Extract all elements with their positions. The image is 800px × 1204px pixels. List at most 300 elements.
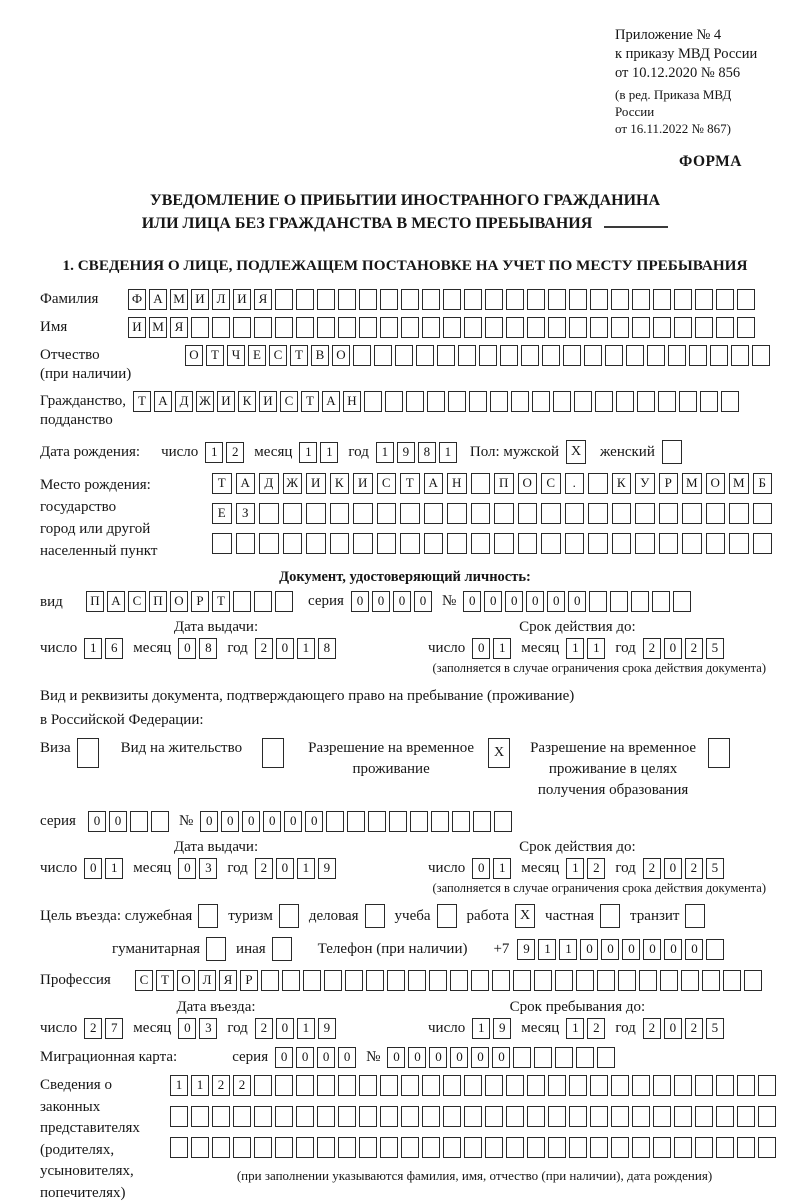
char-cell[interactable] bbox=[555, 1047, 573, 1068]
char-cell[interactable]: З bbox=[236, 503, 256, 524]
char-cell[interactable] bbox=[534, 1047, 552, 1068]
char-cell[interactable] bbox=[674, 317, 692, 338]
char-cell[interactable] bbox=[380, 289, 398, 310]
doc-type-cells[interactable] bbox=[86, 591, 296, 612]
char-cell[interactable]: В bbox=[311, 345, 329, 366]
char-cell[interactable]: 0 bbox=[372, 591, 390, 612]
char-cell[interactable] bbox=[659, 533, 679, 554]
char-cell[interactable] bbox=[422, 317, 440, 338]
char-cell[interactable] bbox=[548, 1106, 566, 1127]
char-cell[interactable] bbox=[632, 1075, 650, 1096]
char-cell[interactable]: С bbox=[280, 391, 298, 412]
char-cell[interactable]: 0 bbox=[471, 1047, 489, 1068]
char-cell[interactable] bbox=[306, 533, 326, 554]
char-cell[interactable]: Е bbox=[212, 503, 232, 524]
char-cell[interactable] bbox=[317, 1075, 335, 1096]
char-cell[interactable] bbox=[639, 970, 657, 991]
char-cell[interactable]: 1 bbox=[566, 638, 584, 659]
char-cell[interactable]: У bbox=[635, 473, 655, 494]
char-cell[interactable] bbox=[494, 811, 512, 832]
char-cell[interactable] bbox=[170, 1106, 188, 1127]
char-cell[interactable]: 0 bbox=[393, 591, 411, 612]
char-cell[interactable]: 1 bbox=[297, 1018, 315, 1039]
char-cell[interactable] bbox=[532, 391, 550, 412]
doc-issue-day-cells[interactable] bbox=[84, 638, 126, 659]
char-cell[interactable] bbox=[706, 533, 726, 554]
doc-valid-day-cells[interactable] bbox=[472, 638, 514, 659]
char-cell[interactable]: Т bbox=[400, 473, 420, 494]
char-cell[interactable]: Н bbox=[343, 391, 361, 412]
char-cell[interactable]: 2 bbox=[643, 638, 661, 659]
char-cell[interactable] bbox=[674, 289, 692, 310]
char-cell[interactable] bbox=[469, 391, 487, 412]
char-cell[interactable]: Б bbox=[753, 473, 773, 494]
char-cell[interactable] bbox=[674, 1106, 692, 1127]
char-cell[interactable] bbox=[737, 317, 755, 338]
char-cell[interactable] bbox=[588, 503, 608, 524]
profession-cells[interactable] bbox=[135, 970, 765, 991]
char-cell[interactable] bbox=[389, 811, 407, 832]
char-cell[interactable]: Т bbox=[301, 391, 319, 412]
char-cell[interactable]: 9 bbox=[493, 1018, 511, 1039]
char-cell[interactable] bbox=[534, 970, 552, 991]
char-cell[interactable] bbox=[653, 1106, 671, 1127]
char-cell[interactable]: Т bbox=[206, 345, 224, 366]
char-cell[interactable] bbox=[653, 1075, 671, 1096]
char-cell[interactable] bbox=[695, 1137, 713, 1158]
char-cell[interactable]: Р bbox=[191, 591, 209, 612]
char-cell[interactable] bbox=[283, 503, 303, 524]
char-cell[interactable] bbox=[706, 939, 724, 960]
char-cell[interactable] bbox=[731, 345, 749, 366]
permit-valid-day-cells[interactable] bbox=[472, 858, 514, 879]
char-cell[interactable]: К bbox=[330, 473, 350, 494]
char-cell[interactable]: П bbox=[86, 591, 104, 612]
char-cell[interactable] bbox=[338, 1137, 356, 1158]
char-cell[interactable] bbox=[647, 345, 665, 366]
char-cell[interactable]: 0 bbox=[276, 638, 294, 659]
char-cell[interactable]: П bbox=[149, 591, 167, 612]
char-cell[interactable] bbox=[450, 970, 468, 991]
char-cell[interactable] bbox=[737, 1137, 755, 1158]
char-cell[interactable] bbox=[464, 289, 482, 310]
char-cell[interactable] bbox=[548, 1137, 566, 1158]
char-cell[interactable]: 2 bbox=[587, 858, 605, 879]
char-cell[interactable] bbox=[464, 1137, 482, 1158]
char-cell[interactable]: 0 bbox=[317, 1047, 335, 1068]
char-cell[interactable] bbox=[275, 289, 293, 310]
char-cell[interactable]: 0 bbox=[178, 858, 196, 879]
char-cell[interactable] bbox=[494, 533, 514, 554]
temp-residence-edu-checkbox[interactable] bbox=[708, 738, 730, 768]
char-cell[interactable]: Т bbox=[290, 345, 308, 366]
purpose-business-checkbox[interactable] bbox=[365, 904, 385, 928]
char-cell[interactable] bbox=[527, 289, 545, 310]
given-name-cells[interactable] bbox=[128, 317, 758, 338]
permit-valid-year-cells[interactable] bbox=[643, 858, 727, 879]
char-cell[interactable]: 1 bbox=[170, 1075, 188, 1096]
char-cell[interactable]: 0 bbox=[622, 939, 640, 960]
char-cell[interactable] bbox=[681, 970, 699, 991]
char-cell[interactable] bbox=[151, 811, 169, 832]
char-cell[interactable] bbox=[254, 591, 272, 612]
char-cell[interactable]: О bbox=[518, 473, 538, 494]
char-cell[interactable] bbox=[737, 289, 755, 310]
char-cell[interactable]: Л bbox=[212, 289, 230, 310]
char-cell[interactable]: М bbox=[729, 473, 749, 494]
char-cell[interactable] bbox=[597, 1047, 615, 1068]
char-cell[interactable]: 0 bbox=[580, 939, 598, 960]
char-cell[interactable] bbox=[506, 1075, 524, 1096]
char-cell[interactable]: С bbox=[135, 970, 153, 991]
char-cell[interactable]: 0 bbox=[664, 939, 682, 960]
char-cell[interactable]: 0 bbox=[414, 591, 432, 612]
char-cell[interactable] bbox=[275, 1106, 293, 1127]
char-cell[interactable]: Я bbox=[219, 970, 237, 991]
char-cell[interactable] bbox=[695, 317, 713, 338]
char-cell[interactable] bbox=[527, 1075, 545, 1096]
char-cell[interactable] bbox=[716, 317, 734, 338]
char-cell[interactable] bbox=[631, 591, 649, 612]
char-cell[interactable] bbox=[521, 345, 539, 366]
char-cell[interactable] bbox=[753, 503, 773, 524]
char-cell[interactable]: . bbox=[565, 473, 585, 494]
char-cell[interactable] bbox=[637, 391, 655, 412]
char-cell[interactable] bbox=[359, 289, 377, 310]
char-cell[interactable]: Н bbox=[447, 473, 467, 494]
char-cell[interactable] bbox=[359, 1075, 377, 1096]
char-cell[interactable] bbox=[377, 533, 397, 554]
char-cell[interactable] bbox=[700, 391, 718, 412]
char-cell[interactable]: Д bbox=[175, 391, 193, 412]
char-cell[interactable] bbox=[653, 317, 671, 338]
char-cell[interactable] bbox=[275, 317, 293, 338]
char-cell[interactable]: 1 bbox=[566, 1018, 584, 1039]
char-cell[interactable] bbox=[611, 289, 629, 310]
char-cell[interactable] bbox=[317, 1106, 335, 1127]
char-cell[interactable] bbox=[347, 811, 365, 832]
char-cell[interactable]: 1 bbox=[105, 858, 123, 879]
char-cell[interactable] bbox=[380, 1137, 398, 1158]
char-cell[interactable]: 2 bbox=[587, 1018, 605, 1039]
char-cell[interactable] bbox=[612, 533, 632, 554]
char-cell[interactable]: 1 bbox=[559, 939, 577, 960]
representatives-cells-row2[interactable] bbox=[170, 1106, 779, 1127]
char-cell[interactable] bbox=[170, 1137, 188, 1158]
char-cell[interactable] bbox=[548, 1075, 566, 1096]
char-cell[interactable] bbox=[443, 1137, 461, 1158]
stay-year-cells[interactable] bbox=[643, 1018, 727, 1039]
char-cell[interactable] bbox=[605, 345, 623, 366]
char-cell[interactable] bbox=[406, 391, 424, 412]
char-cell[interactable] bbox=[589, 591, 607, 612]
char-cell[interactable]: 2 bbox=[255, 1018, 273, 1039]
char-cell[interactable]: С bbox=[128, 591, 146, 612]
char-cell[interactable] bbox=[380, 317, 398, 338]
char-cell[interactable]: С bbox=[269, 345, 287, 366]
char-cell[interactable] bbox=[374, 345, 392, 366]
char-cell[interactable] bbox=[191, 1137, 209, 1158]
char-cell[interactable] bbox=[338, 1106, 356, 1127]
char-cell[interactable] bbox=[254, 1075, 272, 1096]
char-cell[interactable]: 2 bbox=[685, 858, 703, 879]
char-cell[interactable] bbox=[616, 391, 634, 412]
char-cell[interactable] bbox=[338, 317, 356, 338]
char-cell[interactable] bbox=[401, 1106, 419, 1127]
char-cell[interactable]: Е bbox=[248, 345, 266, 366]
citizenship-cells[interactable] bbox=[133, 391, 742, 412]
char-cell[interactable]: 0 bbox=[178, 638, 196, 659]
char-cell[interactable] bbox=[518, 533, 538, 554]
surname-cells[interactable] bbox=[128, 289, 758, 310]
char-cell[interactable]: 8 bbox=[418, 442, 436, 463]
char-cell[interactable] bbox=[682, 533, 702, 554]
char-cell[interactable] bbox=[632, 1106, 650, 1127]
char-cell[interactable]: 0 bbox=[450, 1047, 468, 1068]
char-cell[interactable] bbox=[506, 317, 524, 338]
char-cell[interactable] bbox=[716, 289, 734, 310]
char-cell[interactable]: И bbox=[306, 473, 326, 494]
char-cell[interactable] bbox=[422, 1137, 440, 1158]
char-cell[interactable]: А bbox=[424, 473, 444, 494]
char-cell[interactable] bbox=[569, 1075, 587, 1096]
purpose-work-checkbox[interactable]: X bbox=[515, 904, 535, 928]
char-cell[interactable] bbox=[353, 533, 373, 554]
char-cell[interactable] bbox=[541, 533, 561, 554]
stay-day-cells[interactable] bbox=[472, 1018, 514, 1039]
char-cell[interactable]: 0 bbox=[284, 811, 302, 832]
char-cell[interactable] bbox=[658, 391, 676, 412]
char-cell[interactable]: 1 bbox=[493, 638, 511, 659]
permit-valid-month-cells[interactable] bbox=[566, 858, 608, 879]
char-cell[interactable] bbox=[729, 503, 749, 524]
char-cell[interactable] bbox=[359, 317, 377, 338]
char-cell[interactable] bbox=[518, 503, 538, 524]
char-cell[interactable]: Я bbox=[170, 317, 188, 338]
char-cell[interactable] bbox=[338, 1075, 356, 1096]
char-cell[interactable] bbox=[695, 1106, 713, 1127]
purpose-humanitarian-checkbox[interactable] bbox=[206, 937, 226, 961]
char-cell[interactable] bbox=[595, 391, 613, 412]
char-cell[interactable]: И bbox=[217, 391, 235, 412]
char-cell[interactable] bbox=[233, 591, 251, 612]
char-cell[interactable] bbox=[296, 289, 314, 310]
char-cell[interactable]: 9 bbox=[318, 1018, 336, 1039]
char-cell[interactable] bbox=[236, 533, 256, 554]
char-cell[interactable]: 0 bbox=[221, 811, 239, 832]
char-cell[interactable] bbox=[635, 533, 655, 554]
char-cell[interactable] bbox=[254, 1137, 272, 1158]
purpose-tourism-checkbox[interactable] bbox=[279, 904, 299, 928]
char-cell[interactable] bbox=[303, 970, 321, 991]
char-cell[interactable]: 0 bbox=[505, 591, 523, 612]
char-cell[interactable]: 9 bbox=[397, 442, 415, 463]
char-cell[interactable]: 0 bbox=[492, 1047, 510, 1068]
char-cell[interactable] bbox=[716, 1075, 734, 1096]
char-cell[interactable] bbox=[689, 345, 707, 366]
char-cell[interactable]: 2 bbox=[643, 1018, 661, 1039]
char-cell[interactable] bbox=[674, 1137, 692, 1158]
char-cell[interactable]: 0 bbox=[526, 591, 544, 612]
char-cell[interactable]: 0 bbox=[200, 811, 218, 832]
char-cell[interactable]: 1 bbox=[439, 442, 457, 463]
char-cell[interactable]: 8 bbox=[199, 638, 217, 659]
char-cell[interactable] bbox=[682, 503, 702, 524]
char-cell[interactable] bbox=[723, 970, 741, 991]
entry-day-cells[interactable] bbox=[84, 1018, 126, 1039]
char-cell[interactable] bbox=[259, 533, 279, 554]
char-cell[interactable] bbox=[424, 503, 444, 524]
char-cell[interactable] bbox=[737, 1106, 755, 1127]
char-cell[interactable] bbox=[306, 503, 326, 524]
residence-permit-checkbox[interactable] bbox=[262, 738, 284, 768]
char-cell[interactable]: 1 bbox=[205, 442, 223, 463]
birth-month-cells[interactable] bbox=[299, 442, 341, 463]
char-cell[interactable] bbox=[565, 533, 585, 554]
char-cell[interactable] bbox=[702, 970, 720, 991]
char-cell[interactable] bbox=[191, 317, 209, 338]
char-cell[interactable]: 0 bbox=[664, 638, 682, 659]
char-cell[interactable] bbox=[542, 345, 560, 366]
char-cell[interactable] bbox=[588, 533, 608, 554]
char-cell[interactable]: К bbox=[238, 391, 256, 412]
char-cell[interactable]: 0 bbox=[408, 1047, 426, 1068]
char-cell[interactable]: 1 bbox=[472, 1018, 490, 1039]
char-cell[interactable] bbox=[447, 533, 467, 554]
char-cell[interactable]: О bbox=[185, 345, 203, 366]
char-cell[interactable] bbox=[416, 345, 434, 366]
char-cell[interactable] bbox=[569, 1106, 587, 1127]
char-cell[interactable]: 0 bbox=[351, 591, 369, 612]
sex-female-checkbox[interactable] bbox=[662, 440, 682, 464]
char-cell[interactable] bbox=[513, 1047, 531, 1068]
char-cell[interactable] bbox=[353, 503, 373, 524]
char-cell[interactable] bbox=[254, 1106, 272, 1127]
char-cell[interactable] bbox=[368, 811, 386, 832]
char-cell[interactable]: О bbox=[706, 473, 726, 494]
char-cell[interactable]: 5 bbox=[706, 1018, 724, 1039]
char-cell[interactable] bbox=[401, 1075, 419, 1096]
doc-issue-month-cells[interactable] bbox=[178, 638, 220, 659]
char-cell[interactable] bbox=[744, 970, 762, 991]
char-cell[interactable] bbox=[359, 1106, 377, 1127]
char-cell[interactable]: 2 bbox=[212, 1075, 230, 1096]
char-cell[interactable] bbox=[296, 1137, 314, 1158]
char-cell[interactable] bbox=[443, 1075, 461, 1096]
birth-year-cells[interactable] bbox=[376, 442, 460, 463]
char-cell[interactable] bbox=[758, 1106, 776, 1127]
char-cell[interactable] bbox=[452, 811, 470, 832]
char-cell[interactable] bbox=[553, 391, 571, 412]
char-cell[interactable] bbox=[752, 345, 770, 366]
char-cell[interactable]: 1 bbox=[191, 1075, 209, 1096]
entry-year-cells[interactable] bbox=[255, 1018, 339, 1039]
char-cell[interactable] bbox=[611, 1137, 629, 1158]
birthplace-cells-row1[interactable] bbox=[212, 473, 776, 494]
char-cell[interactable] bbox=[380, 1106, 398, 1127]
char-cell[interactable] bbox=[443, 1106, 461, 1127]
char-cell[interactable] bbox=[500, 345, 518, 366]
char-cell[interactable] bbox=[485, 1137, 503, 1158]
char-cell[interactable]: 0 bbox=[463, 591, 481, 612]
char-cell[interactable]: А bbox=[107, 591, 125, 612]
char-cell[interactable]: 6 bbox=[105, 638, 123, 659]
char-cell[interactable] bbox=[330, 533, 350, 554]
char-cell[interactable]: 1 bbox=[376, 442, 394, 463]
char-cell[interactable] bbox=[506, 1137, 524, 1158]
char-cell[interactable]: И bbox=[353, 473, 373, 494]
char-cell[interactable] bbox=[448, 391, 466, 412]
char-cell[interactable] bbox=[283, 533, 303, 554]
char-cell[interactable] bbox=[737, 1075, 755, 1096]
char-cell[interactable]: 1 bbox=[493, 858, 511, 879]
char-cell[interactable]: 5 bbox=[706, 858, 724, 879]
char-cell[interactable] bbox=[212, 533, 232, 554]
char-cell[interactable] bbox=[653, 1137, 671, 1158]
stay-month-cells[interactable] bbox=[566, 1018, 608, 1039]
purpose-official-checkbox[interactable] bbox=[198, 904, 218, 928]
char-cell[interactable]: 1 bbox=[538, 939, 556, 960]
char-cell[interactable]: 0 bbox=[84, 858, 102, 879]
char-cell[interactable] bbox=[576, 1047, 594, 1068]
char-cell[interactable] bbox=[611, 317, 629, 338]
char-cell[interactable] bbox=[447, 503, 467, 524]
char-cell[interactable] bbox=[458, 345, 476, 366]
char-cell[interactable]: 2 bbox=[255, 858, 273, 879]
char-cell[interactable]: 2 bbox=[255, 638, 273, 659]
char-cell[interactable] bbox=[422, 289, 440, 310]
representatives-cells-row1[interactable] bbox=[170, 1075, 779, 1096]
representatives-cells-row3[interactable] bbox=[170, 1137, 779, 1158]
char-cell[interactable] bbox=[485, 1106, 503, 1127]
entry-month-cells[interactable] bbox=[178, 1018, 220, 1039]
char-cell[interactable] bbox=[574, 391, 592, 412]
char-cell[interactable] bbox=[473, 811, 491, 832]
char-cell[interactable] bbox=[490, 391, 508, 412]
char-cell[interactable] bbox=[753, 533, 773, 554]
char-cell[interactable] bbox=[429, 970, 447, 991]
char-cell[interactable]: А bbox=[322, 391, 340, 412]
char-cell[interactable]: 1 bbox=[320, 442, 338, 463]
char-cell[interactable] bbox=[422, 1106, 440, 1127]
char-cell[interactable] bbox=[584, 345, 602, 366]
permit-issue-month-cells[interactable] bbox=[178, 858, 220, 879]
char-cell[interactable]: Т bbox=[212, 591, 230, 612]
char-cell[interactable] bbox=[212, 1106, 230, 1127]
purpose-private-checkbox[interactable] bbox=[600, 904, 620, 928]
char-cell[interactable] bbox=[437, 345, 455, 366]
char-cell[interactable]: Ж bbox=[196, 391, 214, 412]
char-cell[interactable] bbox=[611, 1075, 629, 1096]
char-cell[interactable]: 0 bbox=[305, 811, 323, 832]
char-cell[interactable]: 1 bbox=[84, 638, 102, 659]
char-cell[interactable] bbox=[612, 503, 632, 524]
char-cell[interactable]: 2 bbox=[226, 442, 244, 463]
char-cell[interactable] bbox=[652, 591, 670, 612]
char-cell[interactable]: 2 bbox=[643, 858, 661, 879]
char-cell[interactable]: Д bbox=[259, 473, 279, 494]
char-cell[interactable] bbox=[590, 1106, 608, 1127]
char-cell[interactable]: 0 bbox=[643, 939, 661, 960]
char-cell[interactable] bbox=[324, 970, 342, 991]
char-cell[interactable] bbox=[353, 345, 371, 366]
char-cell[interactable] bbox=[626, 345, 644, 366]
char-cell[interactable]: 0 bbox=[685, 939, 703, 960]
char-cell[interactable]: 0 bbox=[664, 1018, 682, 1039]
char-cell[interactable]: 3 bbox=[199, 1018, 217, 1039]
migcard-series-cells[interactable] bbox=[275, 1047, 359, 1068]
char-cell[interactable] bbox=[527, 317, 545, 338]
